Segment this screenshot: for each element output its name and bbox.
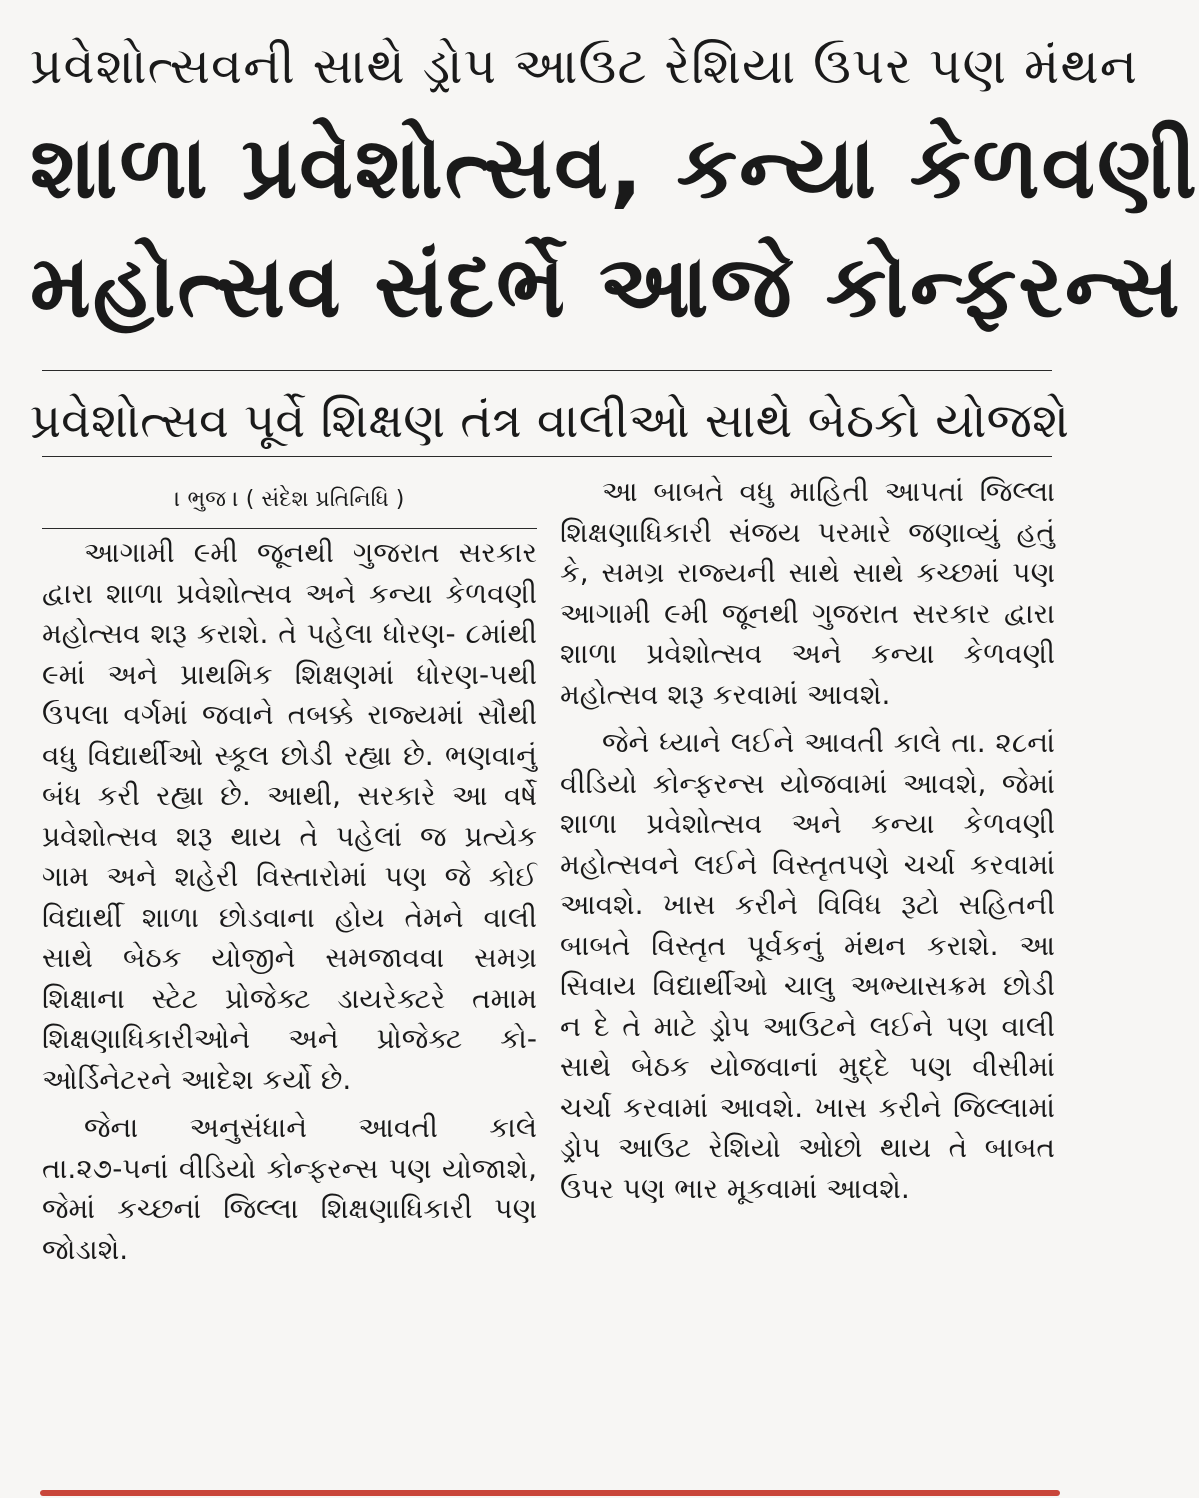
divider-bottom bbox=[42, 456, 1052, 457]
body-paragraph: જેના અનુસંધાને આવતી કાલે તા.૨૭-૫નાં વીડિયો કોન્ફરન્સ પણ યોજાશે, જેમાં કચ્છનાં જિલ્લા શિક્ષણાધિકારી પણ જોડાશે. bbox=[42, 1111, 537, 1266]
body-paragraph: આગામી ૯મી જૂનથી ગુજરાત સરકાર દ્વારા શાળા પ્રવેશોત્સવ અને કન્યા કેળવણી મહોત્સવ શરૂ કરાશે. તે પહેલા ધોરણ- ૮માંથી ૯માં અને પ્રાથમિક શિક્ષણમાં ધોરણ-૫થી ઉપલા વર્ગમાં જવાને તબક્કે રાજ્યમાં સૌથી વધુ વિદ્યાર્થીઓ સ્કૂલ છોડી રહ્યા છે. ભણવાનું બંધ કરી રહ્યા છે. આથી, સરકારે આ વર્ષે પ્રવેશોત્સવ શરૂ થાય તે પહેલાં જ પ્રત્યેક ગામ અને શહેરી વિસ્તારોમાં પણ જે કોઈ વિદ્યાર્થી શાળા છોડવાના હોય તેમને વાલી સાથે બેઠક યોજીને સમજાવવા સમગ્ર શિક્ષાના સ્ટેટ પ્રોજેક્ટ ડાયરેક્ટરે તમામ શિક્ષણાધિકારીઓને અને પ્રોજેક્ટ કો-ઓર્ડિનેટરને આદેશ કર્યો છે. bbox=[42, 536, 537, 1096]
main-headline-line-1: શાળા પ્રવેશોત્સવ, કન્યા કેળવણી bbox=[30, 118, 1199, 218]
main-headline-line-2: મહોત્સવ સંદર્ભે આજે કોન્ફરન્સ bbox=[30, 237, 1182, 337]
kicker-headline: પ્રવેશોત્સવની સાથે ડ્રોપ આઉટ રેશિયા ઉપર પણ મંથન bbox=[30, 37, 1138, 95]
subheadline: પ્રવેશોત્સવ પૂર્વે શિક્ષણ તંત્ર વાલીઓ સાથે બેઠકો યોજશે bbox=[30, 393, 1069, 449]
body-paragraph: આ બાબતે વધુ માહિતી આપતાં જિલ્લા શિક્ષણાધિકારી સંજય પરમારે જણાવ્યું હતું કે, સમગ્ર રાજ્યની સાથે સાથે કચ્છમાં પણ આગામી ૯મી જૂનથી ગુજરાત સરકાર દ્વારા શાળા પ્રવેશોત્સવ અને કન્યા કેળવણી મહોત્સવ શરૂ કરવામાં આવશે. bbox=[560, 475, 1055, 711]
article-column-left bbox=[42, 472, 537, 1278]
article-column-right bbox=[560, 472, 1055, 1217]
dateline: । ભુજ । ( સંદેશ પ્રતિનિધિ ) bbox=[42, 472, 537, 529]
body-paragraph: જેને ધ્યાને લઈને આવતી કાલે તા. ૨૮નાં વીડિયો કોન્ફરન્સ યોજવામાં આવશે, જેમાં શાળા પ્રવેશોત્સવ અને કન્યા કેળવણી મહોત્સવને લઈને વિસ્તૃતપણે ચર્ચા કરવામાં આવશે. ખાસ કરીને વિવિધ રૂટો સહિતની બાબતે વિસ્તૃત પૂર્વકનું મંથન કરાશે. આ સિવાય વિદ્યાર્થીઓ ચાલુ અભ્યાસક્રમ છોડી ન દે તે માટે ડ્રોપ આઉટને લઈને પણ વાલી સાથે બેઠક યોજવાનાં મુદ્દે પણ વીસીમાં ચર્ચા કરવામાં આવશે. ખાસ કરીને જિલ્લામાં ડ્રોપ આઉટ રેશિયો ઓછો થાય તે બાબત ઉપર પણ ભાર મૂકવામાં આવશે. bbox=[560, 726, 1055, 1205]
bottom-edge-strip bbox=[40, 1490, 1060, 1496]
divider-top bbox=[42, 370, 1052, 371]
